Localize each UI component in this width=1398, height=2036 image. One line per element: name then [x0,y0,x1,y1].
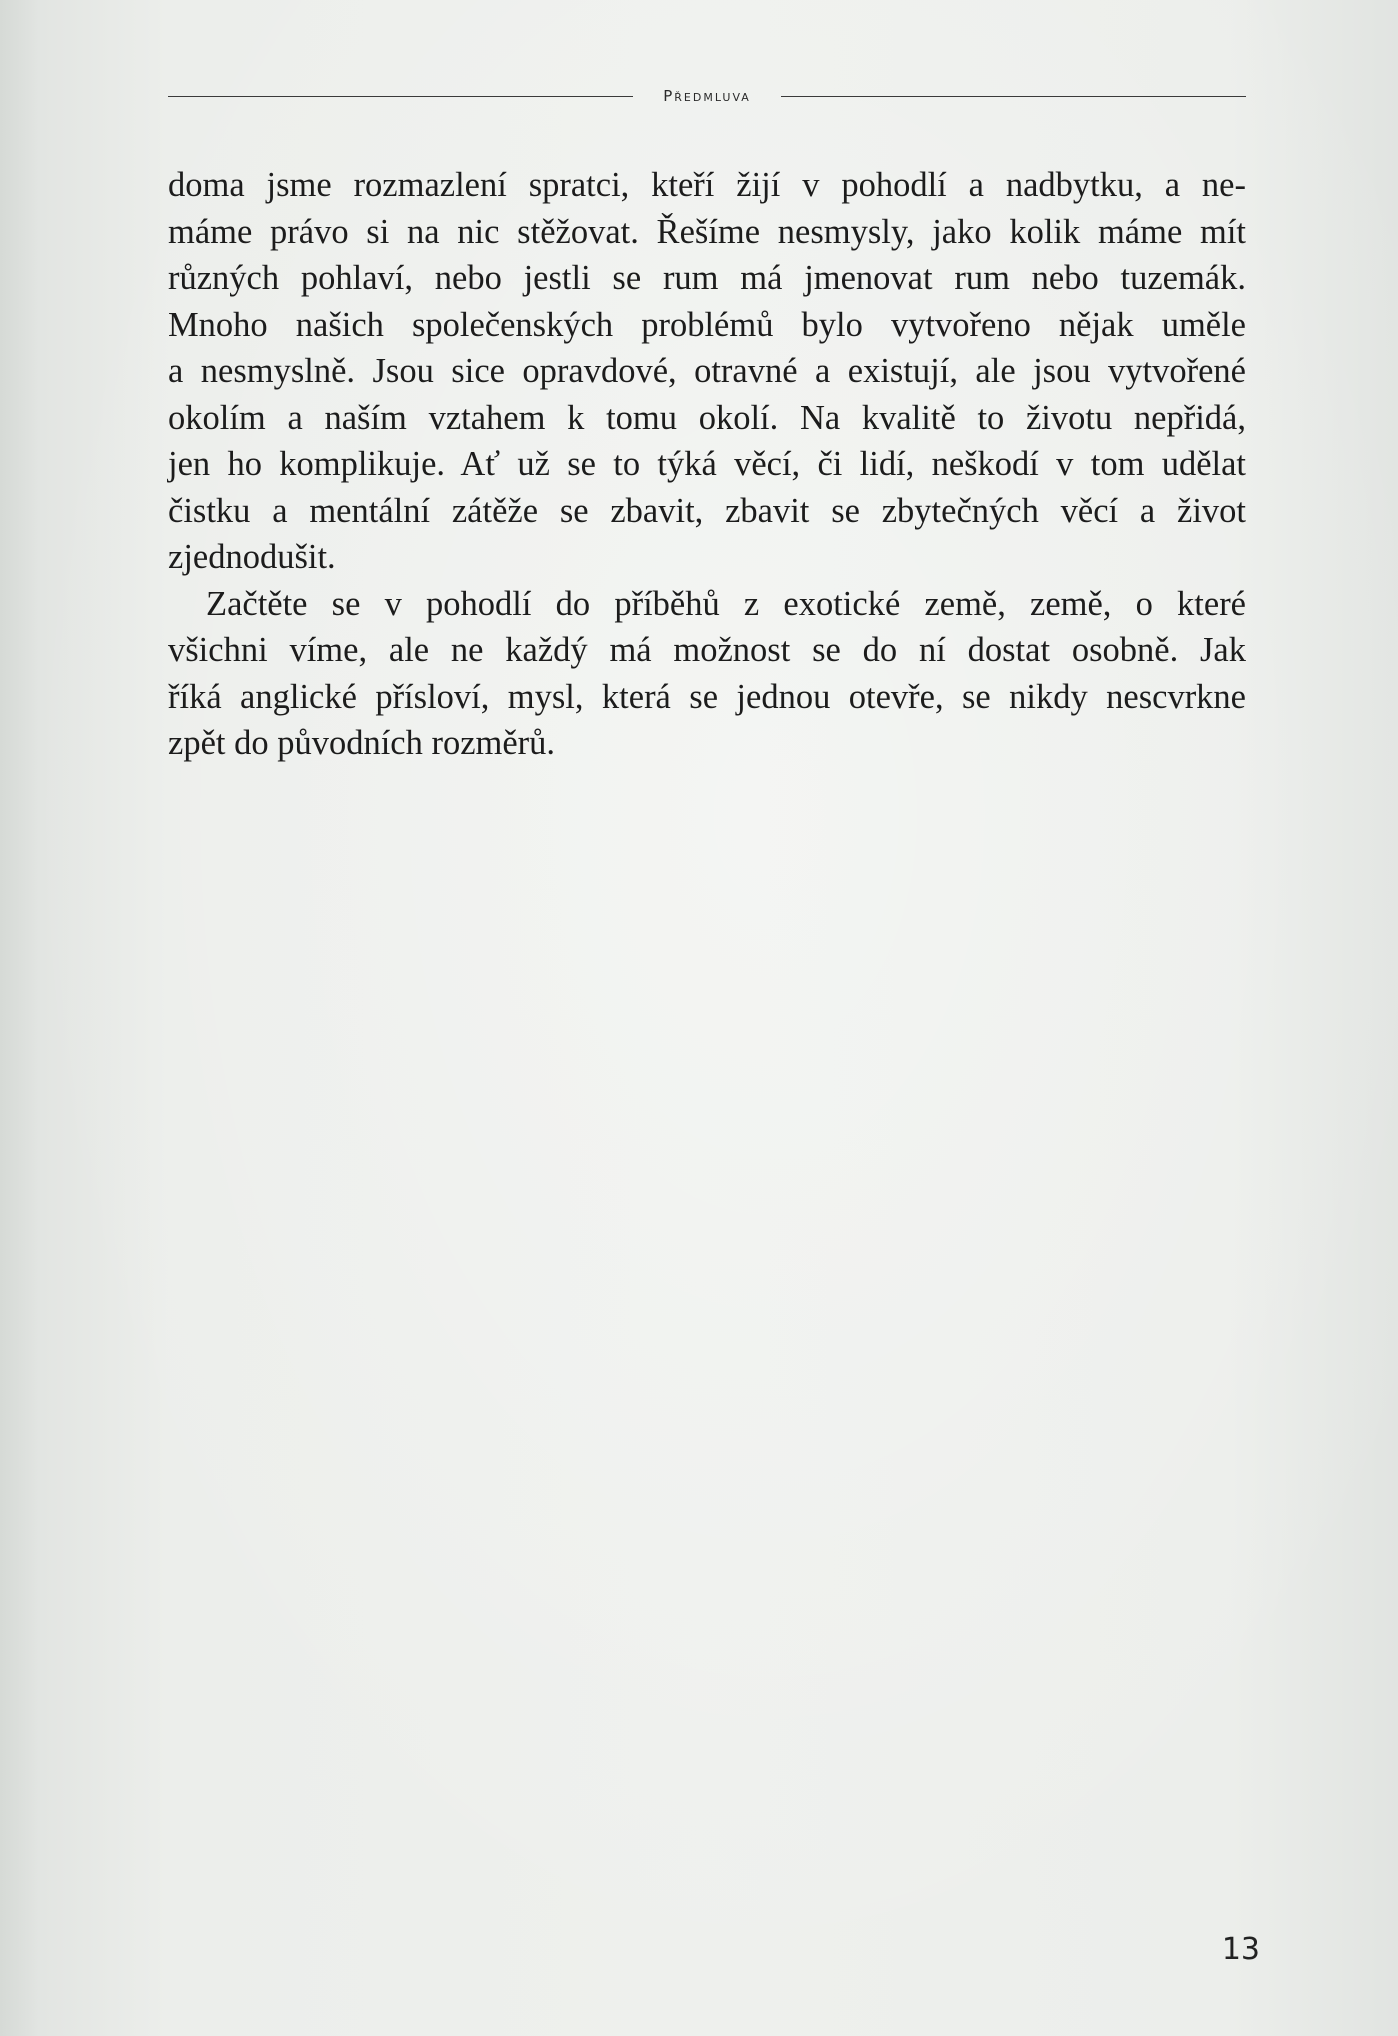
text-line: jen ho komplikuje. Ať už se to týká věcí, či lidí, neškodí v tom udělat [168,445,1246,483]
running-title: Předmluva [663,87,751,105]
page-gutter-shadow [0,0,38,2036]
paragraph-2 [168,581,1246,767]
page-number: 13 [1221,1932,1260,1967]
header-rule-left [168,96,633,97]
body-text [168,162,1246,767]
text-line: máme právo si na nic stěžovat. Řešíme nesmysly, jako kolik máme mít [168,212,1246,251]
text-line: Mnoho našich společenských problémů bylo vytvořeno nějak uměle [168,305,1246,344]
running-header [168,84,1246,108]
text-line: doma jsme rozmazlení spratci, kteří žijí v pohodlí a nadbytku, a ne- [168,166,1246,204]
text-line: říká anglické přísloví, mysl, která se jednou otevře, se nikdy nescvrkne [168,677,1246,716]
text-line: čistku a mentální zátěže se zbavit, zbavit se zbytečných věcí a život [168,491,1246,530]
text-line: všichni víme, ale ne každý má možnost se do ní dostat osobně. Jak [168,631,1246,669]
text-line: Začtěte se v pohodlí do příběhů z exotické země, země, o které [206,584,1246,623]
header-rule-right [781,96,1246,97]
text-line: zpět do původních rozměrů. [168,724,556,762]
paragraph-1 [168,162,1246,581]
text-line: různých pohlaví, nebo jestli se rum má jmenovat rum nebo tuzemák. [168,259,1246,297]
text-line: okolím a naším vztahem k tomu okolí. Na kvalitě to životu nepřidá, [168,398,1246,437]
text-line: a nesmyslně. Jsou sice opravdové, otravné a existují, ale jsou vytvořené [168,352,1246,390]
text-line: zjednodušit. [168,538,336,576]
